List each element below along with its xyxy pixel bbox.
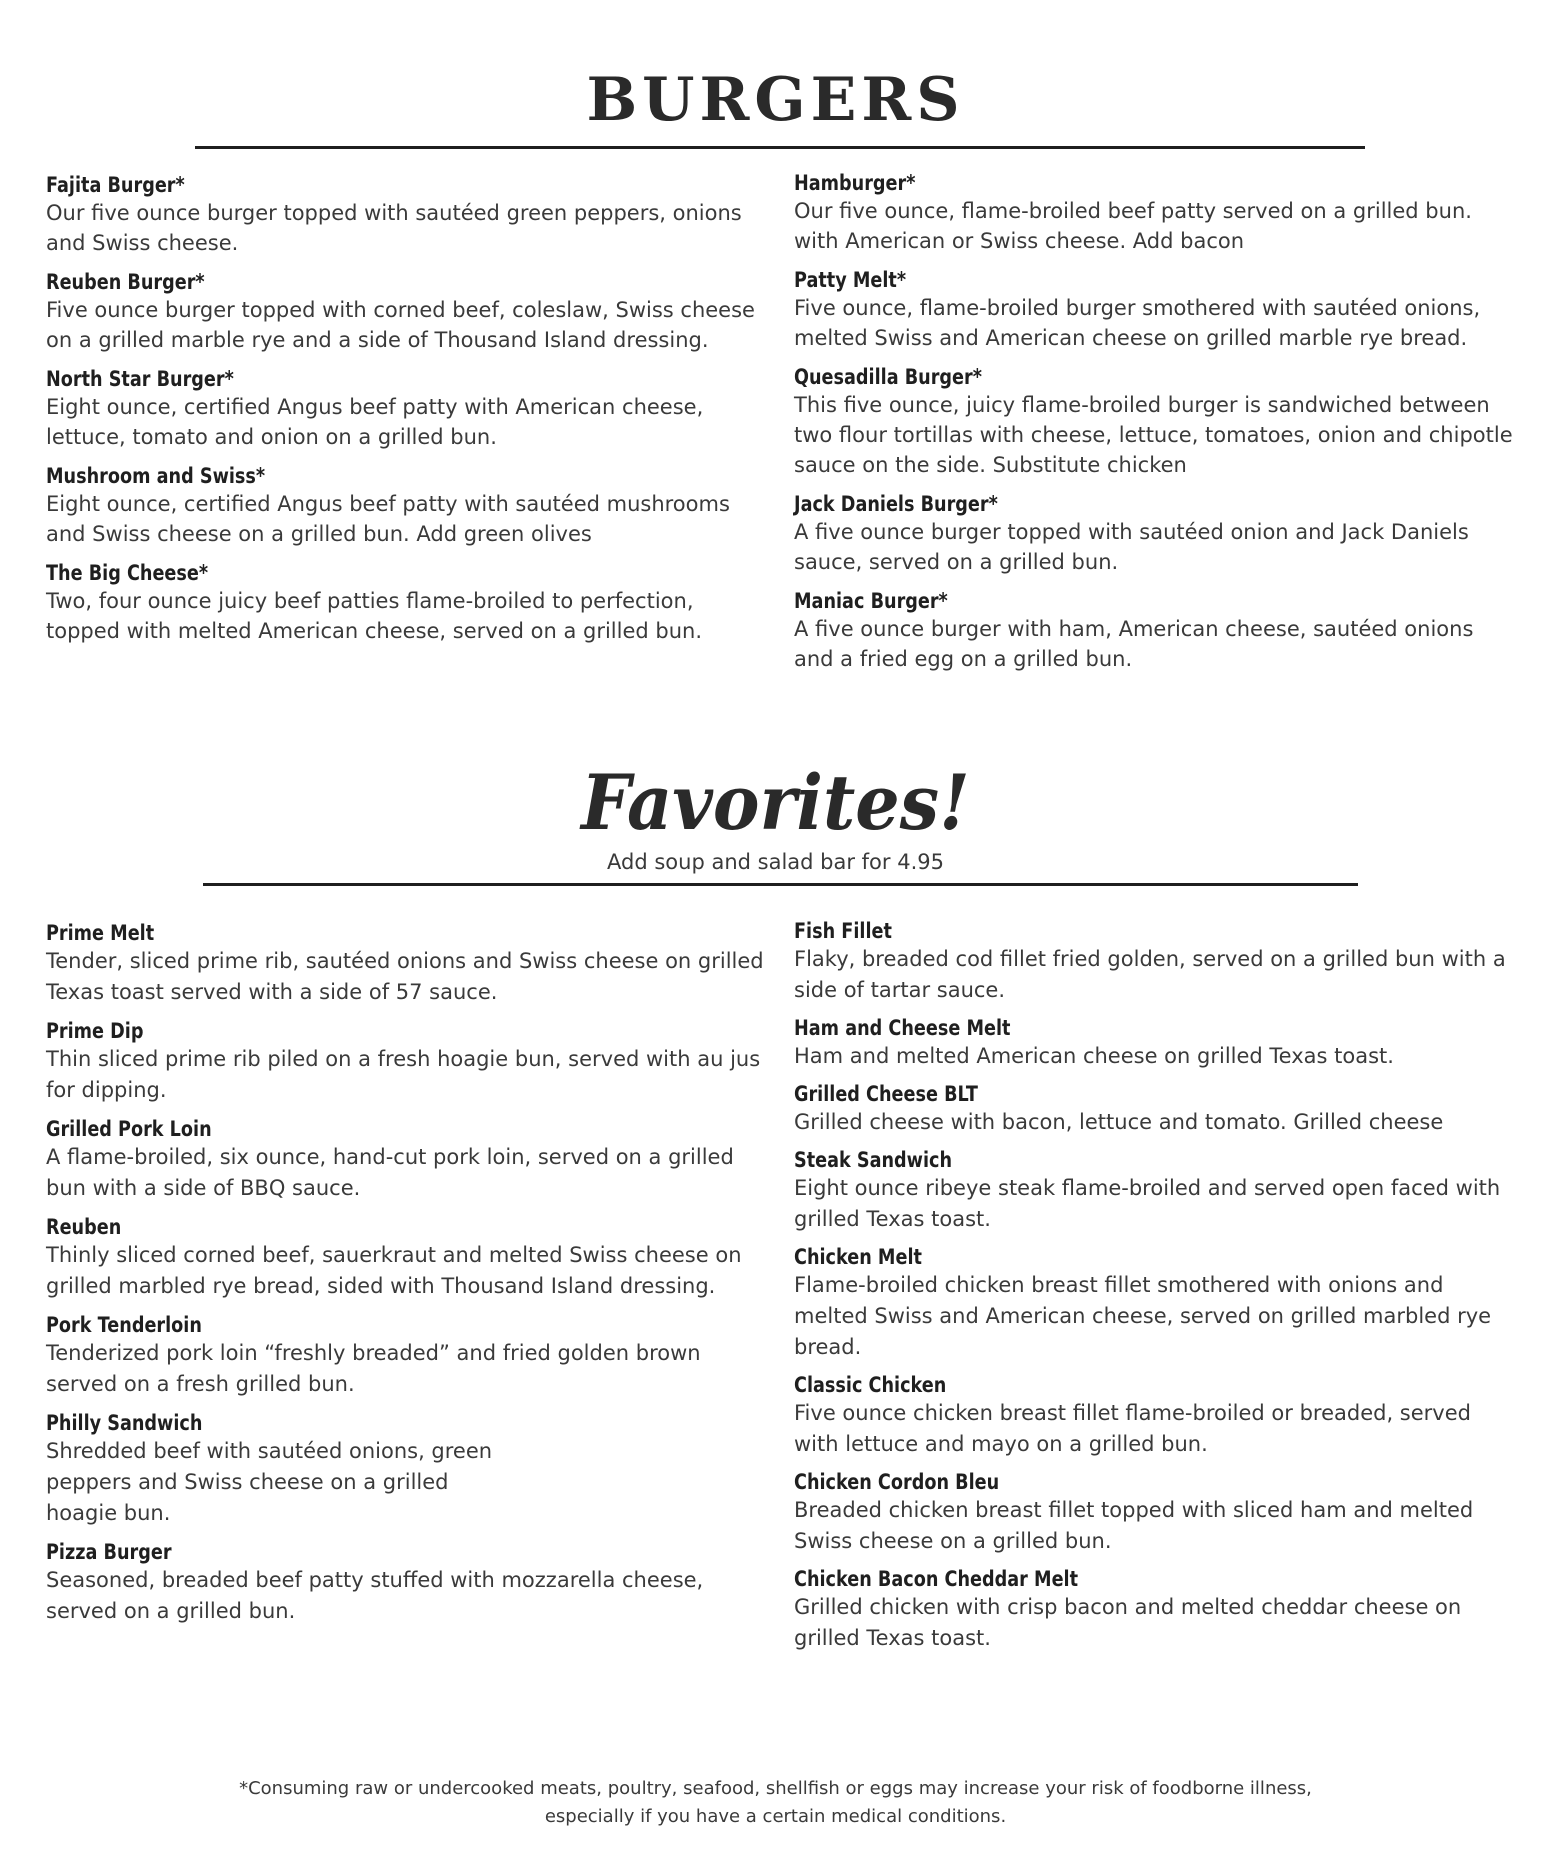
menu-item-name: Chicken Bacon Cheddar Melt: [794, 1567, 1079, 1591]
menu-item-description: Five ounce chicken breast fillet flame-broiled or breaded, served with lettuce and mayo on a grilled bun.: [794, 1401, 1471, 1456]
burgers-left-column: [46, 172, 766, 646]
menu-item-name: Patty Melt*: [794, 268, 907, 292]
menu-item: [794, 588, 1516, 674]
menu-item-name: North Star Burger*: [46, 367, 234, 391]
menu-item-description: Breaded chicken breast fillet topped with sliced ham and melted Swiss cheese on a grilled bun.: [794, 1498, 1474, 1553]
menu-item-name: Reuben Burger*: [46, 270, 205, 294]
burgers-section-title: BURGERS: [586, 65, 965, 135]
disclaimer-line: especially if you have a certain medical conditions.: [544, 1806, 1007, 1827]
menu-item-name: Prime Melt: [46, 921, 155, 945]
menu-item-description: Seasoned, breaded beef patty stuffed with mozzarella cheese, served on a grilled bun.: [46, 1568, 704, 1623]
menu-item: [46, 1312, 776, 1400]
menu-item-name: Hamburger*: [794, 171, 916, 195]
menu-item-description: Flaky, breaded cod fillet fried golden, served on a grilled bun with a side of tartar sauce.: [794, 947, 1506, 1002]
menu-item: [46, 1410, 776, 1529]
menu-item-name: The Big Cheese*: [46, 561, 209, 585]
menu-item: [794, 1015, 1518, 1072]
menu-item-description: Thin sliced prime rib piled on a fresh hoagie bun, served with au jus for dipping.: [46, 1047, 761, 1102]
menu-item: [794, 1147, 1518, 1235]
favorites-divider: [203, 883, 1358, 886]
menu-item: [46, 560, 766, 646]
menu-item-name: Chicken Melt: [794, 1245, 922, 1269]
disclaimer-line: *Consuming raw or undercooked meats, poultry, seafood, shellfish or eggs may increase your risk of foodborne illness,: [239, 1778, 1312, 1799]
menu-item-description: Our five ounce, flame-broiled beef patty served on a grilled bun. with American or Swiss cheese. Add bacon: [794, 199, 1472, 253]
favorites-subtitle: Add soup and salad bar for 4.95: [607, 850, 944, 874]
menu-item: [794, 1469, 1518, 1557]
menu-item-description: A flame-broiled, six ounce, hand-cut pork loin, served on a grilled bun with a side of BBQ sauce.: [46, 1145, 734, 1200]
menu-item: [46, 366, 766, 452]
menu-item: [46, 463, 766, 549]
menu-item-name: Fish Fillet: [794, 919, 892, 943]
menu-item-description: Two, four ounce juicy beef patties flame-broiled to perfection, topped with melted American cheese, served on a grilled bun.: [46, 589, 703, 643]
menu-item-name: Philly Sandwich: [46, 1411, 203, 1435]
menu-item-name: Grilled Pork Loin: [46, 1117, 212, 1141]
menu-item-description: Tender, sliced prime rib, sautéed onions and Swiss cheese on grilled Texas toast served with a side of 57 sauce.: [46, 949, 764, 1004]
menu-item-name: Quesadilla Burger*: [794, 365, 982, 389]
menu-item-description: Tenderized pork loin “freshly breaded” and fried golden brown served on a fresh grilled bun.: [46, 1341, 701, 1396]
favorites-section-title: Favorites!: [581, 758, 970, 847]
menu-item-description: Five ounce burger topped with corned beef, coleslaw, Swiss cheese on a grilled marble rye and a side of Thousand Island dressing.: [46, 298, 755, 352]
menu-item: [46, 1116, 776, 1204]
menu-item: [46, 1539, 776, 1627]
menu-item-description: This five ounce, juicy flame-broiled burger is sandwiched between two flour tortillas with cheese, lettuce, tomatoes, onion and chipotle sauce on the side. Substitute chicken: [794, 393, 1513, 477]
menu-item-description: Shredded beef with sautéed onions, green peppers and Swiss cheese on a grilled hoagie bun.: [46, 1439, 493, 1525]
menu-item-description: Five ounce, flame-broiled burger smothered with sautéed onions, melted Swiss and American cheese on grilled marble rye bread.: [794, 296, 1481, 350]
menu-item: [46, 920, 776, 1008]
menu-item: [794, 491, 1516, 577]
menu-item-name: Pizza Burger: [46, 1540, 172, 1564]
menu-item-name: Grilled Cheese BLT: [794, 1082, 978, 1106]
menu-item: [794, 1372, 1518, 1460]
menu-item-description: Grilled chicken with crisp bacon and melted cheddar cheese on grilled Texas toast.: [794, 1595, 1462, 1650]
menu-item-name: Jack Daniels Burger*: [794, 492, 998, 516]
menu-item-name: Pork Tenderloin: [46, 1313, 202, 1337]
menu-item-description: Eight ounce ribeye steak flame-broiled and served open faced with grilled Texas toast.: [794, 1176, 1501, 1231]
menu-item-name: Classic Chicken: [794, 1373, 947, 1397]
menu-item-name: Prime Dip: [46, 1019, 144, 1043]
menu-item-description: Eight ounce, certified Angus beef patty with sautéed mushrooms and Swiss cheese on a grilled bun. Add green olives: [46, 492, 730, 546]
favorites-right-column: [794, 918, 1518, 1654]
menu-item-description: Grilled cheese with bacon, lettuce and tomato. Grilled cheese: [794, 1110, 1444, 1134]
menu-item: [794, 267, 1516, 353]
menu-item: [46, 1214, 776, 1302]
menu-item-name: Mushroom and Swiss*: [46, 464, 266, 488]
menu-item: [794, 1244, 1518, 1363]
menu-item-name: Maniac Burger*: [794, 589, 948, 613]
menu-item-description: Ham and melted American cheese on grilled Texas toast.: [794, 1044, 1394, 1068]
favorites-left-column: [46, 920, 776, 1627]
menu-item: [794, 1566, 1518, 1654]
burgers-divider: [195, 146, 1365, 149]
menu-item-description: A five ounce burger topped with sautéed onion and Jack Daniels sauce, served on a grilled bun.: [794, 520, 1469, 574]
menu-item-description: Flame-broiled chicken breast fillet smothered with onions and melted Swiss and American cheese, served on grilled marbled rye bread.: [794, 1273, 1492, 1359]
menu-item-description: Eight ounce, certified Angus beef patty with American cheese, lettuce, tomato and onion on a grilled bun.: [46, 395, 704, 449]
menu-item-description: Thinly sliced corned beef, sauerkraut and melted Swiss cheese on grilled marbled rye bread, sided with Thousand Island dressing.: [46, 1243, 742, 1298]
menu-item-description: A five ounce burger with ham, American cheese, sautéed onions and a fried egg on a grilled bun.: [794, 617, 1474, 671]
menu-item-name: Steak Sandwich: [794, 1148, 953, 1172]
menu-item: [794, 364, 1516, 480]
burgers-right-column: [794, 170, 1516, 674]
menu-item-description: Our five ounce burger topped with sautéed green peppers, onions and Swiss cheese.: [46, 201, 742, 255]
allergen-disclaimer: [0, 1775, 1551, 1831]
menu-item-name: Chicken Cordon Bleu: [794, 1470, 1000, 1494]
menu-item: [794, 170, 1516, 256]
menu-item-name: Fajita Burger*: [46, 173, 185, 197]
menu-item: [46, 172, 766, 258]
menu-item: [794, 1081, 1518, 1138]
menu-item-name: Ham and Cheese Melt: [794, 1016, 1011, 1040]
menu-item: [794, 918, 1518, 1006]
menu-item-name: Reuben: [46, 1215, 122, 1239]
menu-item: [46, 1018, 776, 1106]
menu-item: [46, 269, 766, 355]
